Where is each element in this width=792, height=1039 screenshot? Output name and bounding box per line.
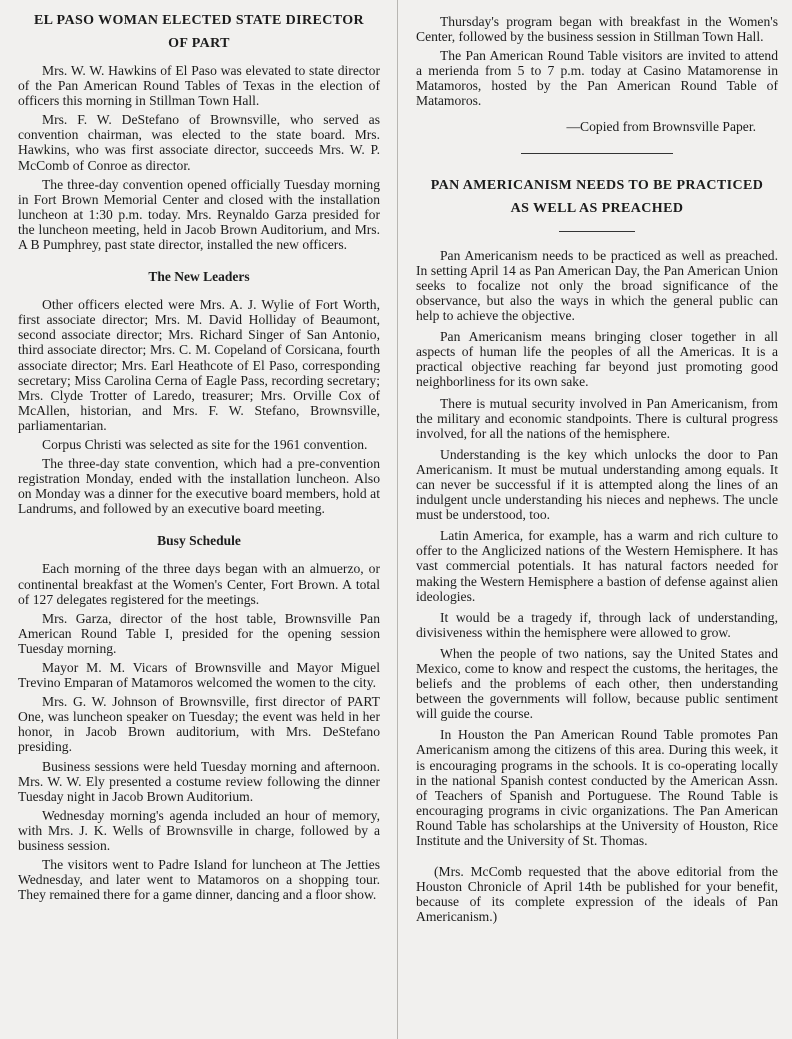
column-divider bbox=[397, 0, 398, 1039]
left-column bbox=[18, 0, 380, 902]
editorial-paragraph: Understanding is the key which unlocks the door to Pan Americanism. It must be mutual understanding among equals. It can never be successful if it is attempted along the lines of an indulgent uncle understanding his nieces and nephews. The uncle must be understood, too. bbox=[416, 446, 778, 523]
editorial-paragraph: Pan Americanism means bringing closer together in all aspects of human life the peoples of all the Americas. It is a practical objective reaching far beyond just promoting good neighborliness for its own sake. bbox=[416, 329, 778, 390]
editorial-paragraph: There is mutual security involved in Pan Americanism, from the military and economic standpoints. There is cultural progress involved, for all the nations of the hemisphere. bbox=[416, 395, 778, 441]
headline-line-2: OF PART bbox=[168, 36, 230, 51]
intro-paragraph: The three-day convention opened officially Tuesday morning in Fort Brown Memorial Center and closed with the installation luncheon at 1:30 p.m. today. Mrs. Reynaldo Garza presided for the luncheon meeting, held in Jacob Brown Auditorium, and Mrs. A B Pumphrey, past state director, installed the new officers. bbox=[18, 176, 380, 253]
source-credit: —Copied from Brownsville Paper. bbox=[566, 118, 756, 134]
editorial-paragraph: Latin America, for example, has a warm and rich culture to offer to the Anglicized nations of the Western Hemisphere. It has vast commercial potentials. It has natural factors needed for making the Western Hemisphere a bastion of defense against alien ideologies. bbox=[416, 528, 778, 604]
section-rule bbox=[521, 153, 673, 154]
schedule-paragraph: Each morning of the three days began with an almuerzo, or continental breakfast at the Women's Center, Fort Brown. A total of 127 delegates registered for the meetings. bbox=[18, 561, 380, 607]
continued-paragraph: Thursday's program began with breakfast in the Women's Center, followed by the business session in Stillman Town Hall. bbox=[416, 14, 778, 45]
right-column bbox=[416, 0, 778, 925]
subhead-new-leaders: The New Leaders bbox=[148, 269, 250, 285]
intro-paragraph: Mrs. F. W. DeStefano of Brownsville, who served as convention chairman, was elected to the state board. Mrs. Hawkins, who was first associate director, succeeds Mrs. W. P. McComb of Conroe as director. bbox=[18, 112, 380, 173]
schedule-paragraph: Mayor M. M. Vicars of Brownsville and Mayor Miguel Trevino Emparan of Matamoros welcomed the women to the city. bbox=[18, 660, 380, 691]
subhead-busy-schedule: Busy Schedule bbox=[157, 533, 241, 549]
editorial-headline bbox=[416, 174, 778, 220]
headline-rule bbox=[559, 231, 635, 232]
intro-paragraph: Mrs. W. W. Hawkins of El Paso was elevated to state director of the Pan American Round Tables of Texas in the election of officers this morning in Stillman Town Hall. bbox=[18, 63, 380, 109]
leaders-paragraph: Other officers elected were Mrs. A. J. Wylie of Fort Worth, first associate director; Mrs. M. David Holliday of Beaumont, second associate director; Mrs. Richard Singer of San Antonio, third associate director; Mrs. C. M. Copeland of Corsicana, fourth associate director; Mrs. Earl Heathcote of El Paso, corresponding secretary; Miss Carolina Cerna of Eagle Pass, recording secretary; Mrs. Clyde Trotter of Laredo, treasurer; Mrs. Orville Cox of McAllen, historian, and Mrs. F. W. Stefano, Brownsville, parliamentarian. bbox=[18, 297, 380, 433]
editorial-paragraph: In Houston the Pan American Round Table promotes Pan Americanism among the citizens of this area. During this week, it is encouraging programs in the schools. It is co-operating locally in the national Spanish contest conducted by the American Assn. of Teachers of Spanish and Portuguese. The Round Table is encouraging programs in civic organizations. The Pan American Round Table has scholarships at the University of Houston, Rice Institute and the University of St. Thomas. bbox=[416, 727, 778, 849]
closing-note: (Mrs. McComb requested that the above editorial from the Houston Chronicle of April 14th be published for your benefit, because of its complete expression of the ideals of Pan Americanism.) bbox=[416, 864, 778, 925]
schedule-paragraph: Business sessions were held Tuesday morning and afternoon. Mrs. W. W. Ely presented a costume review following the dinner Tuesday night in Jacob Brown Auditorium. bbox=[18, 758, 380, 804]
editorial-paragraph: Pan Americanism needs to be practiced as well as preached. In setting April 14 as Pan American Day, the Pan American Union seeks to focalize not only the broad significance of the observance, but also the ways in which the general public can help to achieve the objective. bbox=[416, 247, 778, 324]
schedule-paragraph: The visitors went to Padre Island for luncheon at The Jetties Wednesday, and later went to Matamoros on a shopping tour. They remained there for a game dinner, dancing and a floor show. bbox=[18, 857, 380, 903]
schedule-paragraph: Mrs. G. W. Johnson of Brownsville, first director of PART One, was luncheon speaker on Tuesday; the event was held in her honor, in Jacob Brown auditorium, with Mrs. DeStefano presiding. bbox=[18, 694, 380, 755]
editorial-paragraph: When the people of two nations, say the United States and Mexico, come to know and respect the customs, the heritages, the beliefs and the problems of each other, then understanding between the governments will follow, because public sentiment will guide the course. bbox=[416, 645, 778, 722]
headline bbox=[18, 9, 380, 55]
schedule-paragraph: Wednesday morning's agenda included an hour of memory, with Mrs. J. K. Wells of Brownsville in charge, followed by a business session. bbox=[18, 807, 380, 854]
editorial-paragraph: It would be a tragedy if, through lack of understanding, divisiveness within the hemisphere were allowed to grow. bbox=[416, 609, 778, 640]
schedule-paragraph: Mrs. Garza, director of the host table, Brownsville Pan American Round Table I, presided for the opening session Tuesday morning. bbox=[18, 610, 380, 656]
continued-paragraph: The Pan American Round Table visitors are invited to attend a merienda from 5 to 7 p.m. today at Casino Matamorense in Matamoros, hosted by the Pan American Round Table of Matamoros. bbox=[416, 48, 778, 109]
editorial-headline-line-1: PAN AMERICANISM NEEDS TO BE PRACTICED bbox=[430, 177, 764, 193]
leaders-paragraph: Corpus Christi was selected as site for the 1961 convention. bbox=[42, 436, 368, 452]
editorial-headline-line-2: AS WELL AS PREACHED bbox=[510, 200, 684, 216]
leaders-paragraph: The three-day state convention, which had a pre-convention registration Monday, ended with the installation luncheon. Also on Monday was a dinner for the executive board members, hold at Landrums, and followed by an executive board meeting. bbox=[18, 456, 380, 517]
headline-line-1: EL PASO WOMAN ELECTED STATE DIRECTOR bbox=[33, 13, 365, 28]
